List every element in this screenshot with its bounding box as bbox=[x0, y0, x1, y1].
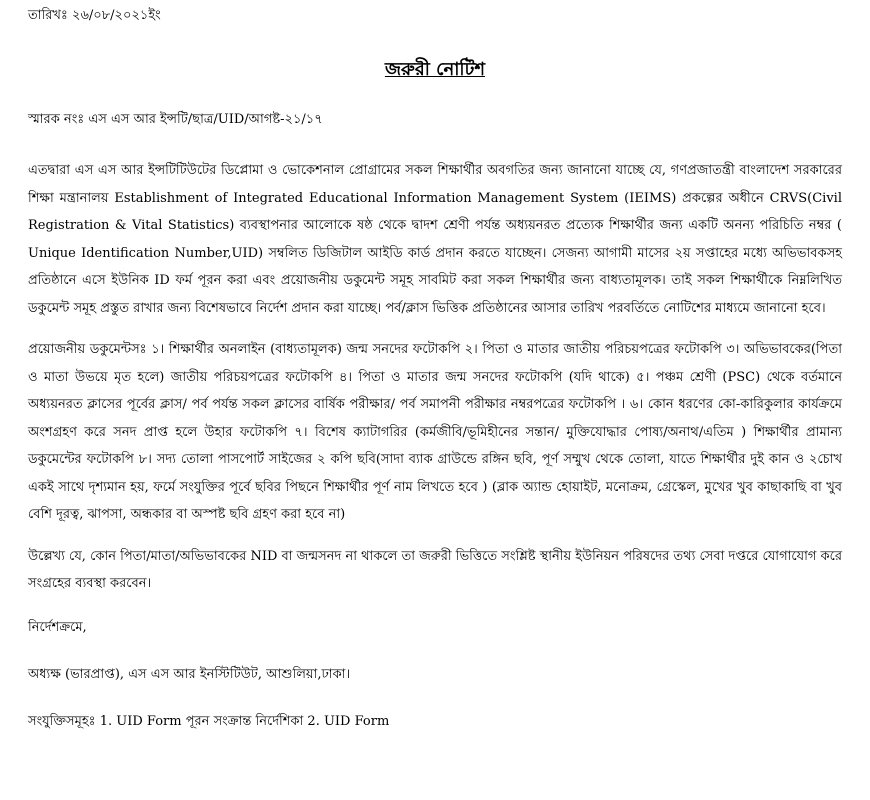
attachments-line: সংযুক্তিসমূহঃ 1. UID Form পূরন সংক্রান্ত নির্দেশিকা 2. UID Form bbox=[28, 713, 390, 729]
documents-paragraph: প্রয়োজনীয় ডকুমেন্টসঃ ১। শিক্ষার্থীর অনলাইন (বাধ্যতামূলক) জন্ম সনদের ফটোকপি ২। পিতা ও মাতার জাতীয় পরিচয়পত্রের ফটোকপি ৩। অভিভাবকের(পিতা ও মাতা উভয়ে মৃত হলে) জাতীয় পরিচয়পত্রের ফটোকপি ৪। পিতা ও মাতার জন্ম সনদের ফটোকপি (যদি থাকে) ৫। পঞ্চম শ্রেণী (PSC) থেকে বর্তমানে অধ্যয়নরত ক্লাসের পূর্বের ক্লাস/ পর্ব পর্যন্ত সকল ক্লাসের বার্ষিক পরীক্ষার/ পর্ব সমাপনী পরীক্ষার নম্বরপত্রের ফটোকপি । ৬। কোন ধরণের কো-কারিকুলার কার্যক্রমে অংশগ্রহণ করে সনদ প্রাপ্ত হলে উহার ফটোকপি ৭। বিশেষ ক্যাটাগরির (কর্মজীবি/ভূমিহীনের সন্তান/ মুক্তিযোদ্ধার পোষ্য/অনাথ/এতিম ) শিক্ষার্থীর প্রামান্য ডকুমেন্টের ফটোকপি ৮। সদ্য তোলা পাসপোর্ট সাইজের ২ কপি ছবি(সাদা ব্যাক গ্রাউন্ডে রঙ্গিন ছবি, পূর্ণ সম্মুখ থেকে তোলা, যাতে শিক্ষার্থীর দুই কান ও ২চোখ একই সাথে দৃশ্যমান হয়, ফর্মে সংযুক্তির পূর্বে ছবির পিছনে শিক্ষার্থীর পূর্ণ নাম লিখতে হবে ) (ব্লাক অ্যান্ড হোয়াইট, মনোক্রম, গ্রেস্কেল, মুখের খুব কাছাকাছি বা খুব বেশি দূরত্ব, ঝাপসা, অন্ধকার বা অস্পষ্ট ছবি গ্রহণ করা হবে না) bbox=[28, 342, 842, 522]
notice-title: জরুরী নোটিশ bbox=[384, 59, 486, 80]
intro-paragraph: এতদ্বারা এস এস আর ইন্সটিটিউটের ডিপ্লোমা ও ভোকেশনাল প্রোগ্রামের সকল শিক্ষার্থীর অবগতির জন্য জানানো যাচ্ছে যে, গণপ্রজাতন্ত্রী বাংলাদেশ সরকারের শিক্ষা মন্ত্রানালয় Establishment of Integrated Educational Information Management System (IEIMS) প্রকল্পের অধীনে CRVS(Civil Registration & Vital Statistics) ব্যবস্থাপনার আলোকে ষষ্ঠ থেকে দ্বাদশ শ্রেণী পর্যন্ত অধ্যয়নরত প্রত্যেক শিক্ষার্থীর জন্য একটি অনন্য পরিচিতি নম্বর ( Unique Identification Number,UID) সম্বলিত ডিজিটাল আইডি কার্ড প্রদান করতে যাচ্ছেন। সেজন্য আগামী মাসের ২য় সপ্তাহের মধ্যে অভিভাবকসহ প্রতিষ্ঠানে এসে ইউনিক ID ফর্ম পূরন করা এবং প্রয়োজনীয় ডকুমেন্ট সমূহ সাবমিট করা সকল শিক্ষার্থীর জন্য বাধ্যতামূলক। তাই সকল শিক্ষার্থীকে নিম্নলিখিত ডকুমেন্ট সমূহ প্রস্তুত রাখার জন্য বিশেষভাবে নির্দেশ প্রদান করা যাচ্ছে। পর্ব/ক্লাস ভিত্তিক প্রতিষ্ঠানের আসার তারিখ পরবর্তিতে নোটিশের মাধ্যমে জানানো হবে। bbox=[28, 163, 842, 316]
memo-number: স্মারক নংঃ এস এস আর ইন্সটি/ছাত্র/UID/আগষ্ট-২১/১৭ bbox=[28, 112, 323, 127]
order-line: নির্দেশক্রমে, bbox=[28, 619, 87, 635]
signatory-line: অধ্যক্ষ (ভারপ্রাপ্ত), এস এস আর ইনস্টিটিউট, আশুলিয়া,ঢাকা। bbox=[28, 666, 351, 682]
note-paragraph: উল্লেখ্য যে, কোন পিতা/মাতা/অভিভাবকের NID বা জন্মসনদ না থাকলে তা জরুরী ভিত্তিতে সংশ্লিষ্ট স্থানীয় ইউনিয়ন পরিষদের তথ্য সেবা দপ্তরে যোগাযোগ করে সংগ্রহের ব্যবস্থা করবেন। bbox=[28, 548, 842, 591]
notice-date: তারিখঃ ২৬/০৮/২০২১ইং bbox=[28, 8, 161, 23]
